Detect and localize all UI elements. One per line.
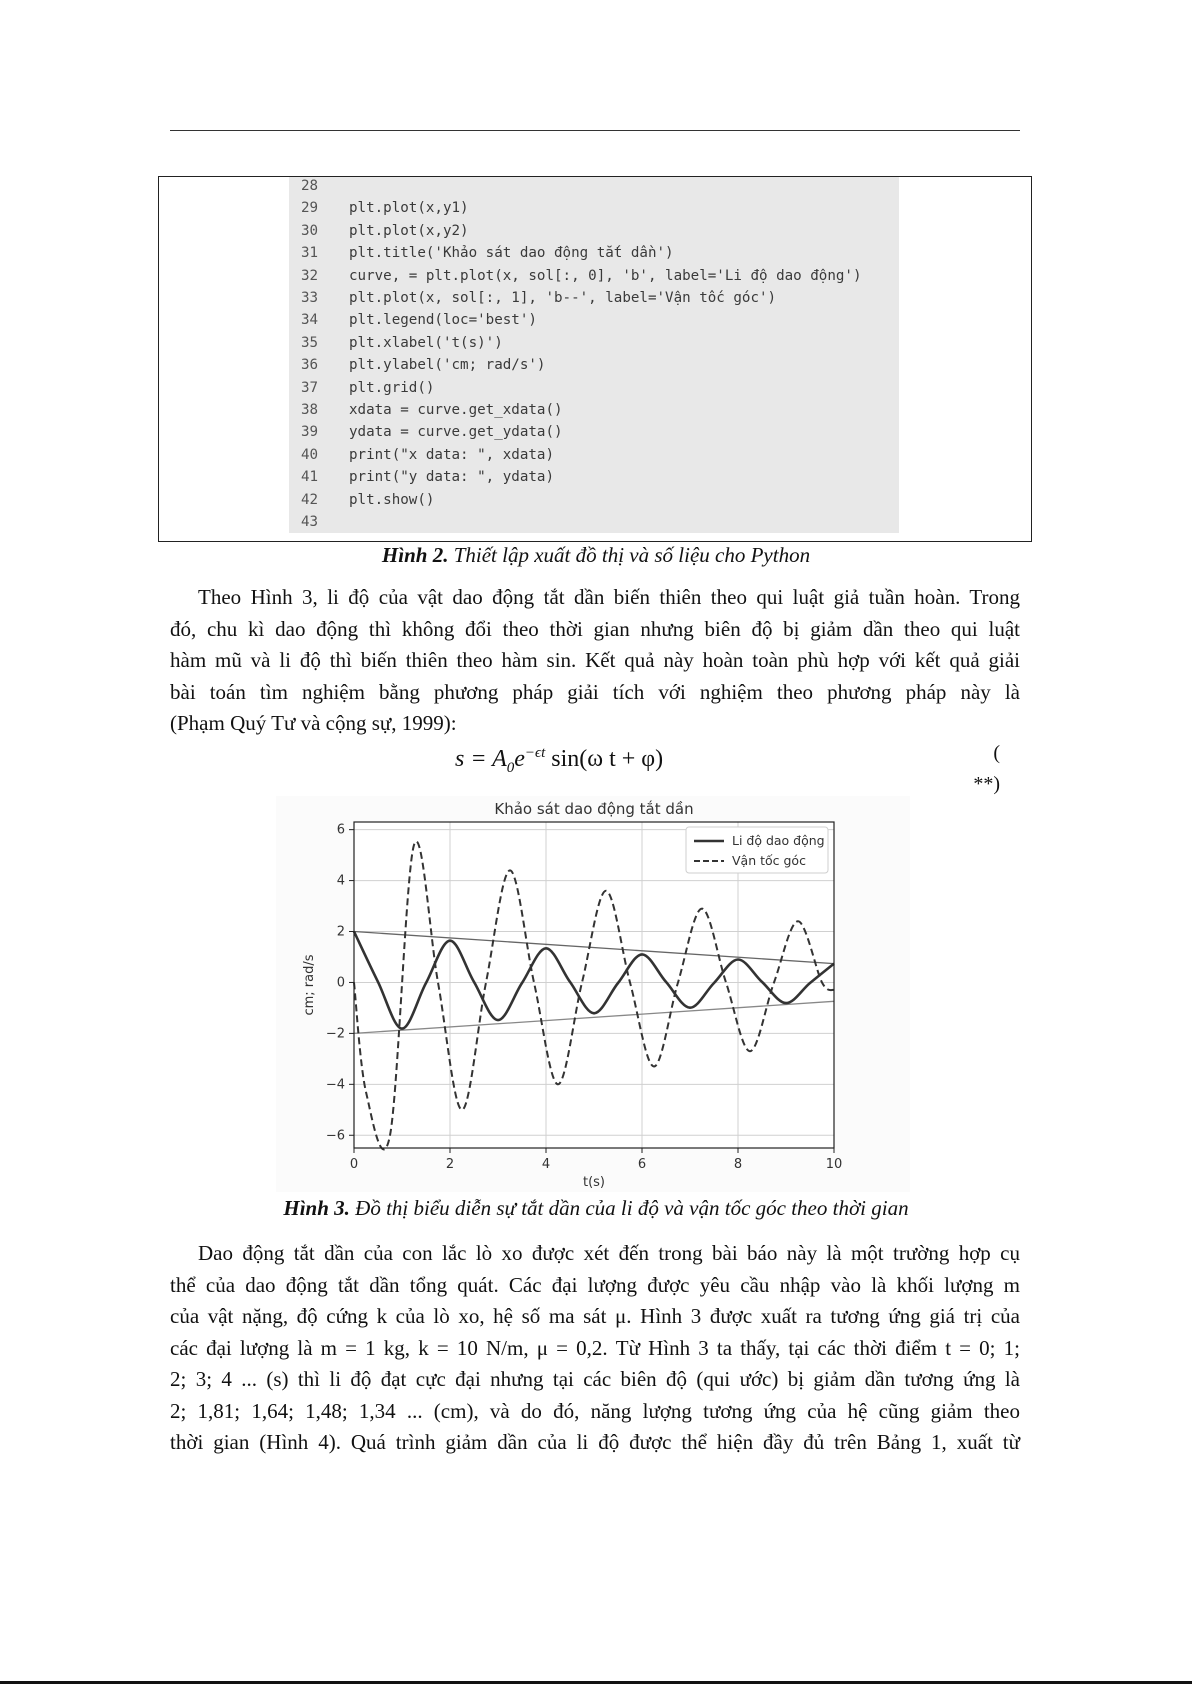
paragraph-2-line: thời gian (Hình 4). Quá trình giảm dần của li độ được thể hiện đầy đủ trên Bảng 1, xuất từ [170,1430,1020,1454]
code-line [289,265,862,287]
code-line-number: 38 [301,402,319,418]
equation-number-line1: ( [993,742,1000,764]
figure-3-caption-text: Đồ thị biểu diễn sự tắt dần của li độ và vận tốc góc theo thời gian [355,1196,909,1220]
code-line-number: 40 [301,446,319,463]
chart-svg [276,796,910,1192]
equation-exponent: −ϵt [524,745,546,761]
code-line-number: 28 [301,178,319,194]
code-line [289,354,545,376]
code-line [289,511,349,533]
code-line [289,197,469,219]
code-line-number: 31 [301,245,319,262]
figure-2-caption [0,543,1192,568]
paragraph-2-line: các đại lượng là m = 1 kg, k = 10 N/m, μ = 0,2. Từ Hình 3 ta thấy, tại các thời điểm t = 0; 1; [170,1335,1020,1360]
code-line [289,220,469,242]
figure-2-caption-label: Hình 2. [381,543,449,567]
code-screenshot [289,177,899,533]
code-line [289,489,434,511]
code-line-text: plt.ylabel('cm; rad/s') [349,357,546,374]
y-tick-label: 2 [336,924,345,940]
code-line-text: plt.plot(x,y1) [349,200,469,217]
code-line-text: plt.plot(x, sol[:, 1], 'b--', label='Vận tốc góc') [349,290,777,306]
equation-subscript: 0 [506,759,515,776]
equation-number-line2: **) [973,773,1000,795]
paragraph-2-line: của vật nặng, độ cứng k của lò xo, hệ số ma sát μ. Hình 3 được xuất ra tương ứng giá trị của [170,1304,1020,1328]
paragraph-1 [170,582,1020,740]
equation-e: e [514,746,525,772]
code-line-number: 29 [301,200,319,217]
figure-3-caption [0,1196,1192,1221]
paragraph-2-line: thể của dao động tắt dần tổng quát. Các đại lượng được yêu cầu nhập vào là khối lượng m [170,1272,1020,1297]
code-line-number: 43 [301,514,319,530]
paragraph-1-line: đó, chu kì dao động thì không đổi theo thời gian nhưng biên độ bị giảm dần theo qui luật [170,616,1020,641]
y-axis-label: cm; rad/s [302,954,317,1016]
code-line-number: 42 [301,491,319,508]
code-line [289,242,674,264]
code-line-number: 41 [301,469,319,486]
chart-title: Khảo sát dao động tắt dần [494,800,694,818]
y-tick-label: 4 [336,873,345,889]
code-line-text: plt.xlabel('t(s)') [349,334,503,351]
paragraph-1-line: bài toán tìm nghiệm bằng phương pháp giải tích với nghiệm theo phương pháp này là [170,679,1020,704]
equation-rest: sin(ω t + φ) [545,746,664,772]
paragraph-1-line: hàm mũ và li độ thì biến thiên theo hàm sin. Kết quả này hoàn toàn phù hợp với kết quả giải [170,648,1020,672]
code-line-text: plt.legend(loc='best') [349,312,537,329]
code-line-text: plt.show() [349,491,435,508]
equation-number [960,738,1000,800]
code-line-number: 30 [301,222,319,239]
code-line-number: 33 [301,290,319,306]
code-line-number: 36 [301,357,319,374]
code-line [289,332,503,354]
code-line-number: 34 [301,312,319,329]
y-tick-label: −4 [325,1077,345,1093]
x-tick-label: 6 [637,1157,647,1172]
x-tick-label: 4 [541,1157,551,1172]
equation-lhs: s = A [455,746,507,772]
code-line [289,466,554,488]
y-tick-label: −6 [325,1128,345,1144]
code-line-text: curve, = plt.plot(x, sol[:, 0], 'b', label='Li độ dao động') [349,267,862,284]
x-tick-label: 2 [445,1157,455,1172]
code-line-text: print("x data: ", xdata) [349,446,554,463]
code-line [289,175,349,197]
paragraph-1-line: Theo Hình 3, li độ của vật dao động tắt dần biến thiên theo qui luật giả tuần hoàn. Trong [198,585,1020,609]
equation [455,745,663,777]
code-line-number: 37 [301,379,319,396]
code-line-text: plt.title('Khảo sát dao động tắt dần') [349,245,674,262]
paragraph-2-line: 2; 3; 4 ... (s) thì li độ đạt cực đại nhưng tại các biên độ (qui ước) bị giảm dần tương ứng là [170,1367,1020,1391]
code-line-number: 35 [301,334,319,351]
footer-rule [0,1681,1192,1684]
code-line [289,309,537,331]
header-rule [170,130,1020,131]
code-line-text: plt.plot(x,y2) [349,222,469,239]
code-line [289,444,554,466]
paragraph-1-line: (Phạm Quý Tư và cộng sự, 1999): [170,711,457,735]
y-tick-label: 0 [336,975,345,991]
code-line [289,399,563,421]
code-line-text: xdata = curve.get_xdata() [349,402,563,418]
legend-label: Vận tốc góc [732,853,806,868]
figure-2-code-frame [158,176,1032,542]
figure-3-chart [276,796,910,1192]
x-tick-label: 10 [825,1157,843,1172]
code-line-number: 39 [301,424,319,441]
legend-label: Li độ dao động [732,833,825,848]
code-line [289,421,563,443]
y-tick-label: −2 [325,1026,345,1042]
code-line-text: print("y data: ", ydata) [349,469,554,486]
code-line-number: 32 [301,267,319,284]
x-tick-label: 0 [349,1157,359,1172]
code-line [289,287,776,309]
x-axis-label: t(s) [582,1175,606,1190]
code-line [289,377,434,399]
y-tick-label: 6 [336,822,345,838]
paragraph-2-line: 2; 1,81; 1,64; 1,48; 1,34 ... (cm), và do đó, năng lượng tương ứng của hệ cũng giảm theo [170,1398,1020,1423]
x-tick-label: 8 [733,1157,743,1172]
figure-3-caption-label: Hình 3. [283,1196,350,1220]
code-line-text: plt.grid() [349,379,435,396]
paragraph-2-line: Dao động tắt dần của con lắc lò xo được xét đến trong bài báo này là một trường hợp cụ [198,1241,1020,1265]
paragraph-2 [170,1238,1020,1459]
code-line-text: ydata = curve.get_ydata() [349,424,563,441]
figure-2-caption-text: Thiết lập xuất đồ thị và số liệu cho Python [453,543,811,567]
